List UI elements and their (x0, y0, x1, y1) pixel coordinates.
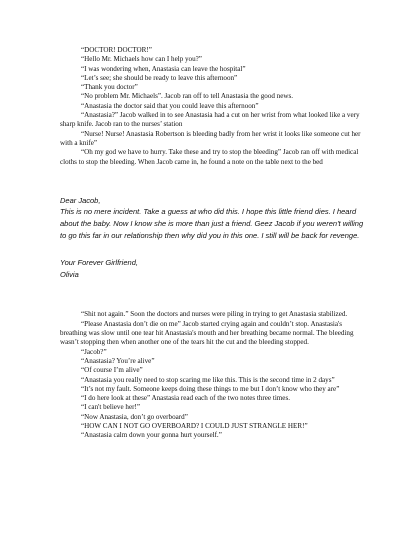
paragraph: “I do here look at these” Anastasia read each of the two notes three times. (81, 394, 290, 403)
paragraph: “Shit not again.” Soon the doctors and nurses were piling in trying to get Anastasia stabilized. (81, 310, 348, 319)
paragraph: “HOW CAN I NOT GO OVERBOARD? I COULD JUST STRANGLE HER!” (81, 421, 308, 430)
paragraph: “I can't believe her!” (81, 403, 140, 412)
story-section-1 (60, 46, 364, 167)
note-letter (60, 195, 364, 281)
letter-body: This is no mere incident. Take a guess at who did this. I hope this little friend dies. I heard about the baby. Now I know she is more than just a friend. Geez Jacob if you weren't willing to go this far in our relationship then why did you in this one. I still will be back for revenge. (60, 207, 364, 240)
paragraph: “Anastasia the doctor said that you could leave this afternoon” (81, 101, 259, 110)
paragraph: “Let’s see; she should be ready to leave this afternoon” (81, 73, 238, 82)
paragraph: “Jacob?” (81, 347, 107, 356)
paragraph: “Anastasia calm down your gonna hurt yourself.” (81, 431, 222, 440)
paragraph: “Nurse! Nurse! Anastasia Robertson is bleeding badly from her wrist it looks like someone cut her with a knife” (60, 129, 361, 147)
letter-greeting: Dear Jacob, (60, 195, 101, 205)
document-page (60, 46, 364, 441)
paragraph: “Anastasia you really need to stop scaring me like this. This is the second time in 2 days” (81, 375, 335, 384)
paragraph: “No problem Mr. Michaels”. Jacob ran off to tell Anastasia the good news. (81, 92, 294, 101)
letter-signature: Olivia (60, 269, 79, 279)
paragraph: “Hello Mr. Michaels how can I help you?” (81, 55, 202, 64)
paragraph: “I was wondering when, Anastasia can leave the hospital” (81, 64, 246, 73)
paragraph: “Oh my god we have to hurry. Take these and try to stop the bleeding” Jacob ran off with medical cloths to stop the bleeding. When Jacob came in, he found a note on the table next to the bed (60, 148, 359, 166)
paragraph: “Thank you doctor” (81, 83, 138, 92)
paragraph: “Please Anastasia don’t die on me” Jacob started crying again and couldn’t stop. Anastasia's breathing was slow until one tear hit Anastasia's mouth and her breathing became normal. The bleeding wasn’t stopping then when another one of the tears hit the cut and the bleeding stopped. (60, 319, 354, 347)
paragraph: “DOCTOR! DOCTOR!” (81, 46, 152, 54)
paragraph: “Anastasia? You’re alive” (81, 356, 155, 365)
paragraph: “Anastasia?” Jacob walked in to see Anastasia had a cut on her wrist from what looked like a very sharp knife. Jacob ran to the nurses’ station (60, 111, 360, 129)
paragraph: “Of course I’m alive” (81, 366, 143, 375)
letter-closing: Your Forever Girlfriend, (60, 258, 138, 268)
paragraph: “Now Anastasia, don’t go overboard” (81, 412, 188, 421)
paragraph: “It’s not my fault. Someone keeps doing these things to me but I don’t know who they are” (81, 384, 340, 393)
story-section-2 (60, 310, 364, 440)
